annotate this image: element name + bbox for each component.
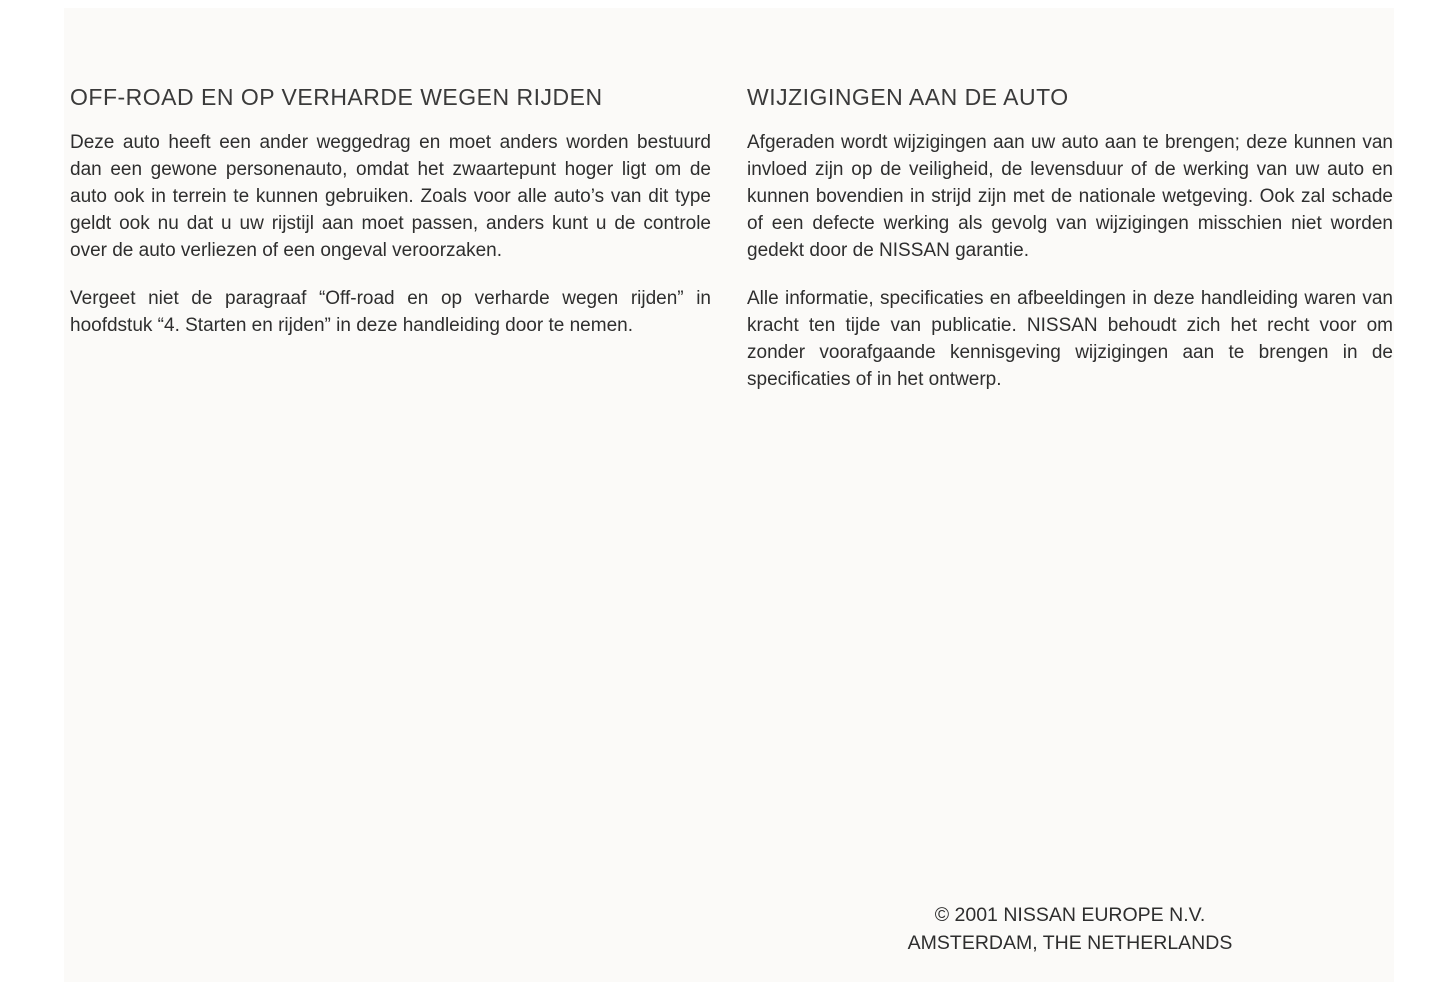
copyright-block (747, 901, 1393, 957)
paragraph-offroad-2: Vergeet niet de paragraaf “Off-road en op verharde wegen rijden” in hoofdstuk “4. Starten en rijden” in deze handleiding door te nemen. (70, 288, 711, 336)
manual-page (64, 8, 1394, 982)
paragraph-wijzigingen-1: Afgeraden wordt wijzigingen aan uw auto aan te brengen; deze kunnen van invloed zijn op de veiligheid, de levensduur of de werking van uw auto en kunnen bovendien in strijd zijn met de nationale wetgeving. Ook zal schade of een defecte werking als gevolg van wijzigingen misschien niet worden gedekt door de NISSAN garantie. (747, 132, 1393, 261)
copyright-line-1: © 2001 NISSAN EUROPE N.V. (934, 904, 1206, 926)
paragraph-wijzigingen-2: Alle informatie, specificaties en afbeeldingen in deze handleiding waren van kracht ten tijde van publicatie. NISSAN behoudt zich het recht voor om zonder voorafgaande kennisgeving wijzigingen aan te brengen in de specificaties of in het ontwerp. (747, 288, 1393, 390)
section-heading-offroad: OFF-ROAD EN OP VERHARDE WEGEN RIJDEN (70, 84, 603, 110)
right-column (747, 84, 1393, 414)
paragraph-offroad-1: Deze auto heeft een ander weggedrag en moet anders worden bestuurd dan een gewone personenauto, omdat het zwaartepunt hoger ligt om de auto ook in terrein te kunnen gebruiken. Zoals voor alle auto’s van dit type geldt ook nu dat u uw rijstijl aan moet passen, anders kunt u de controle over de auto verliezen of een ongeval veroorzaken. (70, 132, 711, 261)
copyright-line-2: AMSTERDAM, THE NETHERLANDS (907, 932, 1233, 954)
section-heading-wijzigingen: WIJZIGINGEN AAN DE AUTO (747, 84, 1069, 110)
left-column (70, 84, 711, 360)
